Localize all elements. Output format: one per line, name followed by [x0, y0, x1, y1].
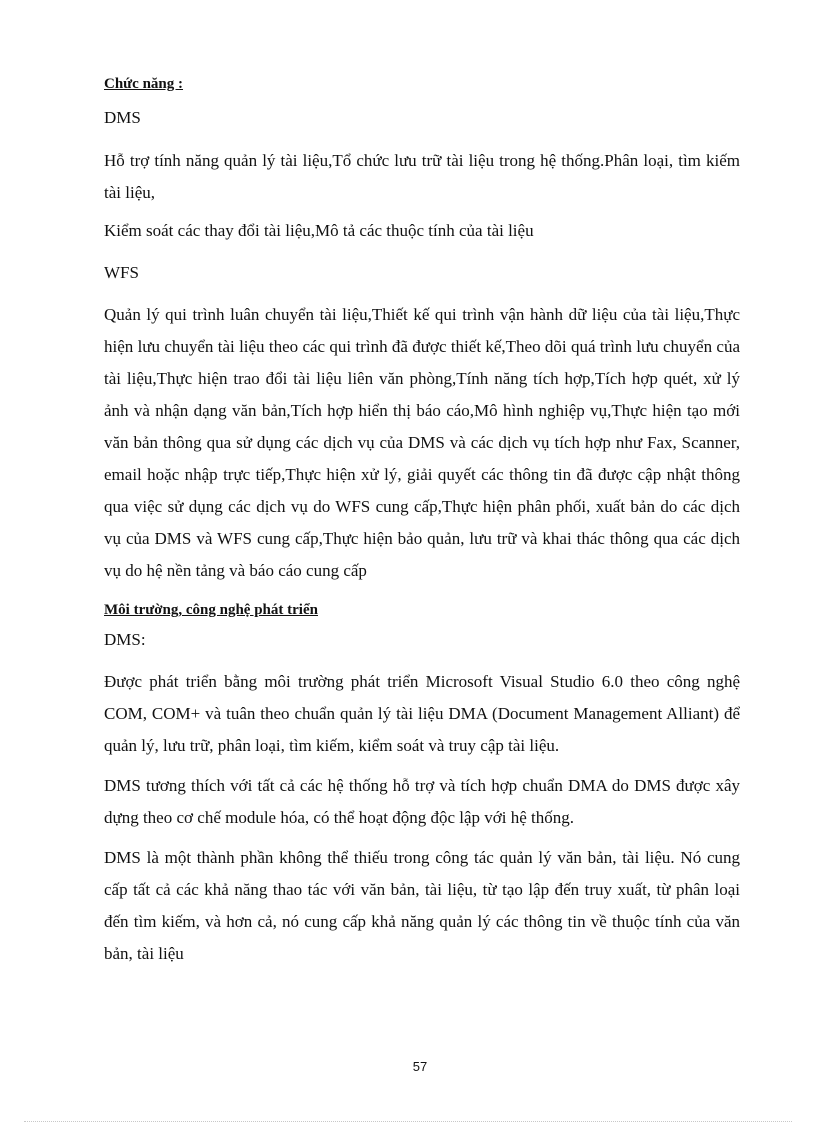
wfs-label: WFS — [104, 263, 139, 282]
section-heading-functions: Chức năng : — [104, 76, 184, 92]
dms-compatibility-paragraph: DMS tương thích với tất cả các hệ thống hỗ trợ và tích hợp chuẩn DMA do DMS được xây dựng theo cơ chế module hóa, có thể hoạt động độc lập với hệ thống. — [104, 776, 740, 827]
footer-divider — [24, 1121, 792, 1122]
dms-change-control-paragraph: Kiểm soát các thay đổi tài liệu,Mô tả các thuộc tính của tài liệu — [104, 221, 534, 240]
page-content — [104, 72, 740, 970]
dms-role-paragraph: DMS là một thành phần không thể thiếu trong công tác quản lý văn bản, tài liệu. Nó cung cấp tất cả các khả năng thao tác với văn bản, tài liệu, từ tạo lập đến truy xuất, từ phân loại đến tìm kiếm, và hơn cả, nó cung cấp khả năng quản lý các thông tin về thuộc tính của văn bản, tài liệu — [104, 848, 740, 963]
dms-environment-label: DMS: — [104, 630, 146, 649]
dms-development-paragraph: Được phát triển bằng môi trường phát triển Microsoft Visual Studio 6.0 theo công nghệ COM, COM+ và tuân theo chuẩn quản lý tài liệu DMA (Document Management Alliant) để quản lý, lưu trữ, phân loại, tìm kiếm, kiểm soát và truy cập tài liệu. — [104, 672, 740, 755]
section-heading-environment: Môi trường, công nghệ phát triển — [104, 602, 318, 618]
wfs-description-paragraph: Quản lý qui trình luân chuyển tài liệu,Thiết kế qui trình vận hành dữ liệu của tài liệu,Thực hiện lưu chuyển tài liệu theo các qui trình đã được thiết kế,Theo dõi quá trình lưu chuyển của tài liệu,Thực hiện trao đổi tài liệu liên văn phòng,Tính năng tích hợp,Tích hợp quét, xử lý ảnh và nhận dạng văn bản,Tích hợp hiển thị báo cáo,Mô hình nghiệp vụ,Thực hiện tạo mới văn bản thông qua sử dụng các dịch vụ của DMS và các dịch vụ tích hợp như Fax, Scanner, email hoặc nhập trực tiếp,Thực hiện xử lý, giải quyết các thông tin đã được cập nhật thông qua việc sử dụng các dịch vụ do WFS cung cấp,Thực hiện phân phối, xuất bản do các dịch vụ của DMS và WFS cung cấp,Thực hiện bảo quản, lưu trữ và khai thác thông qua các dịch vụ do hệ nền tảng và báo cáo cung cấp — [104, 305, 740, 580]
page-number: 57 — [412, 1059, 428, 1074]
dms-description-paragraph: Hỗ trợ tính năng quản lý tài liệu,Tổ chức lưu trữ tài liệu trong hệ thống.Phân loại, tìm kiếm tài liệu, — [104, 151, 740, 202]
dms-label: DMS — [104, 108, 141, 127]
